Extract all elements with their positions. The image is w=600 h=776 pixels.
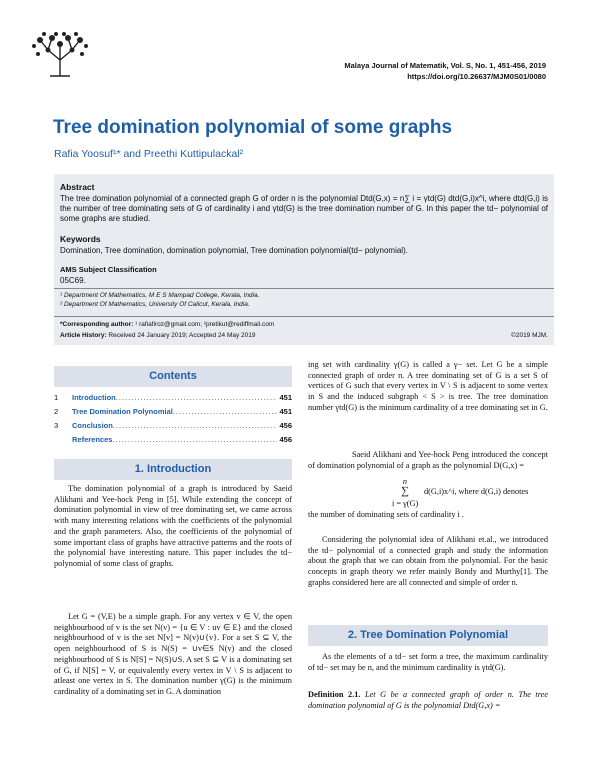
journal-header	[226, 60, 546, 82]
journal-citation: Malaya Journal of Matematik, Vol. S, No. 1, 451-456, 2019	[344, 61, 546, 70]
divider	[54, 288, 554, 289]
abstract-text: The tree domination polynomial of a connected graph G of order n is the polynomial Dtd(G,x) = n∑ i = γtd(G) dtd(G,i)x^i, where dtd(G,i) is the number of tree dominating sets of G of cardinality i and γtd(G) is the tree domination number of G. In this paper the td− polynomial of some graphs are studied.	[60, 194, 548, 223]
toc-row[interactable]: 1 Introduction ..... 451	[54, 392, 292, 404]
corresponding-label: *Corresponding author:	[60, 321, 134, 328]
keywords-heading: Keywords	[60, 234, 101, 244]
corresponding-author	[60, 320, 548, 329]
section-heading-introduction: 1. Introduction	[54, 459, 292, 480]
copyright: ©2019 MJM.	[511, 332, 548, 339]
article-history	[60, 331, 548, 340]
section-heading-tree-domination: 2. Tree Domination Polynomial	[308, 625, 548, 646]
journal-logo-icon	[30, 30, 90, 78]
ams-heading: AMS Subject Classification	[60, 265, 157, 274]
paper-authors: Rafia Yoosuf¹* and Preethi Kuttipulackal²	[54, 148, 244, 160]
toc-row[interactable]: 3 Conclusion ..... 456	[54, 420, 292, 432]
affiliation-2: ² Department Of Mathematics, University Of Calicut, Kerala, India.	[60, 301, 250, 308]
ams-text: 05C69.	[60, 276, 86, 285]
right-paragraph-3: Considering the polynomial idea of Alikhani et.al., we introduced the td− polynomial of a connected graph and study the information about the graph that we can obtain from the polynomial. For the basic concepts in graph theory we refer mainly Bondy and Murthy[1]. The graphs considered here are all connected and simple of order n.	[308, 535, 548, 587]
keywords-text: Domination, Tree domination, domination polynomial, Tree domination polynomial(td− polynomial).	[60, 246, 408, 255]
history-dates: Received 24 January 2019; Accepted 24 May 2019	[108, 332, 256, 339]
sum-formula: n ∑ i = γ(G) d(G,i)x^i, where d(G,i) denotes	[392, 477, 529, 508]
journal-doi[interactable]: https://doi.org/10.26637/MJM0S01/0080	[407, 72, 546, 81]
right-paragraph-2: Saeid Alikhani and Yee-hock Peng introduced the concept of domination polynomial of a graph as the polynomial D(G,x) =	[308, 450, 548, 470]
affiliation-1: ¹ Department Of Mathematics, M E S Mampad College, Kerala, India.	[60, 292, 260, 299]
contents-heading: Contents	[54, 366, 292, 387]
abstract-heading: Abstract	[60, 182, 95, 192]
toc-row[interactable]: References ..... 456	[54, 434, 292, 446]
right-paragraph-1: ing set with cardinality γ(G) is called a γ− set. Let G be a simple connected graph of order n. A tree dominating set of G is a set S of vertices of G such that every vertex in V \ S is adjacent to some vertex in S and the induced subgraph < S > is tree. The tree domination number γtd(G) is the minimum cardinality of a tree dominating set in G.	[308, 360, 548, 412]
corresponding-emails[interactable]: ¹ rafiafiroz@gmail.com; ²pretikut@rediffmail.com	[135, 321, 275, 328]
abstract-box	[54, 174, 554, 345]
toc-link[interactable]: Introduction	[72, 393, 116, 402]
history-label: Article History:	[60, 332, 107, 339]
intro-paragraph-1: The domination polynomial of a graph is introduced by Saeid Alikhani and Yee-hock Peng in [5]. While extending the concept of domination polynomial in view of tree dominating set, we came across with many interesting relations with the coefficients of the polynomial and the graph parameters. Also, the coefficients of the polynomial of some important class of graphs have attractive patterns and the roots of the polynomial have interesting nature. This paper includes the td− polynomial of some class of graphs.	[54, 484, 292, 568]
right-paragraph-2-end: the number of dominating sets of cardinality i .	[308, 510, 464, 519]
section2-paragraph-1: As the elements of a td− set form a tree, the maximum cardinality of td− set may be n, and the minimum cardinality is γtd(G).	[308, 652, 548, 672]
toc-link[interactable]: Tree Domination Polynomial	[72, 407, 173, 416]
divider	[54, 316, 554, 317]
definition-2-1: Definition 2.1. Let G be a connected graph of order n. The tree domination polynomial of G is the polynomial Dtd(G,x) =	[308, 690, 549, 710]
toc-row[interactable]: 2 Tree Domination Polynomial ..... 451	[54, 406, 292, 418]
toc-link[interactable]: Conclusion	[72, 421, 113, 430]
toc-link[interactable]: References	[72, 435, 113, 444]
paper-title: Tree domination polynomial of some graphs	[53, 117, 453, 138]
intro-paragraph-2: Let G = (V,E) be a simple graph. For any vertex v ∈ V, the open neighbourhood of v is the set N(v) = {u ∈ V : uv ∈ E} and the closed neighbourhood of v is the set N[v] = N(v)∪{v}. For a set S ⊆ V, the open neighbourhood of S is N(S) = ∪v∈S N(v) and the closed neighbourhood of S is N[S] = N(S)∪S. A set S ⊆ V is a dominating set of G, if N[S] = V, or equivalently every vertex in V \ S is adjacent to atleast one vertex in S. The domination number γ(G) is the minimum cardinality of a dominating set in G. A domination	[54, 612, 292, 696]
